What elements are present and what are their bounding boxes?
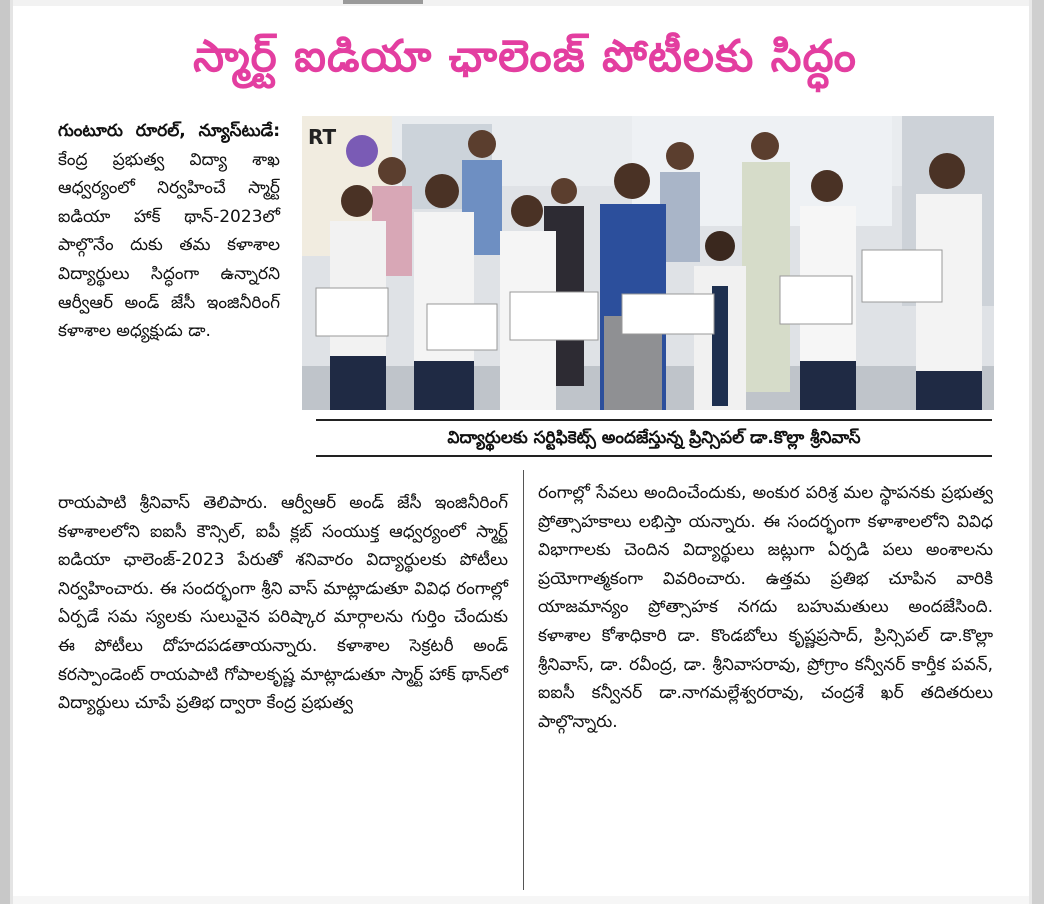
photo-caption: విద్యార్థులకు సర్టిఫికెట్స్ అందజేస్తున్న ప్రిన్సిపల్ డా.కొల్లా శ్రీనివాస్ — [447, 428, 861, 448]
photo-banner-text: RT — [308, 125, 337, 149]
caption-rule-bottom — [316, 455, 992, 457]
article-text-b: రాయపాటి శ్రీనివాస్ తెలిపారు. ఆర్వీఆర్ అండ్ జేసీ ఇంజినీరింగ్ కళాశాలలోని ఐఐసీ కౌన్సిల్, ఐపీ క్లబ్ సంయుక్త ఆధ్వర్యంలో స్మార్ట్ ఐడియా ఛాలెంజ్-2023 పేరుతో శనివారం విద్యార్థులకు పోటీలు నిర్వహించారు. ఈ సందర్భంగా శ్రీని వాస్ మాట్లాడుతూ వివిధ రంగాల్లో ఏర్పడే సమ స్యలకు సులువైన పరిష్కార మార్గాలను గుర్తిం చేందుకు ఈ పోటీలు దోహదపడతాయన్నారు. కళాశాల సెక్రటరీ అండ్ కరస్పాండెంట్ రాయపాటి గోపాలకృష్ణ మాట్లాడుతూ స్మార్ట్ హాక్ థాన్‌లో విద్యార్థులు చూపే ప్రతిభ ద్వారా కేంద్ర ప్రభుత్వ — [58, 493, 508, 714]
column-divider — [523, 470, 524, 890]
top-strip — [13, 0, 1029, 6]
page-bottom-edge — [13, 896, 1029, 904]
page-right-border-inner — [1029, 0, 1032, 904]
headline: స్మార్ట్ ఐడియా ఛాలెంజ్ పోటీలకు సిద్ధం — [193, 31, 857, 82]
article-text-a: కేంద్ర ప్రభుత్వ విద్యా శాఖ ఆధ్వర్యంలో నిర్వహించే స్మార్ట్ ఐడియా హాక్ థాన్-2023లో పాల్గొనేం దుకు తమ కళాశాల విద్యార్థులు సిద్ధంగా ఉన్నారని ఆర్వీఆర్ అండ్ జేసీ ఇంజినీరింగ్ కళాశాల అధ్యక్షుడు డా. — [58, 149, 280, 342]
article-column-b — [58, 489, 508, 718]
page-right-border — [1032, 0, 1044, 904]
photo-banner-emblem — [346, 135, 378, 167]
article-paragraph-a — [58, 117, 280, 346]
dateline: గుంటూరు రూరల్, న్యూస్‌టుడే: — [58, 121, 280, 141]
article-text-c: రంగాల్లో సేవలు అందించేందుకు, అంకుర పరిశ్ర మల స్థాపనకు ప్రభుత్వ ప్రోత్సాహకాలు లభిస్తా యన్నారు. ఈ సందర్భంగా కళాశాలలోని వివిధ విభాగాలకు చెందిన విద్యార్థులు జట్లుగా ఏర్పడి పలు అంశాలను ప్రయోగాత్మకంగా వివరించారు. ఉత్తమ ప్రతిభ చూపిన వారికి యాజమాన్యం ప్రోత్సాహక నగదు బహుమతులు అందజేసింది. కళాశాల కోశాధికారి డా. కొండబోలు కృష్ణప్రసాద్, ప్రిన్సిపల్ డా.కొల్లా శ్రీనివాస్, డా. రవీంద్ర, డా. శ్రీనివాసరావు, ప్రోగ్రాం కన్వీనర్ కార్తీక పవన్, ఐఐసీ కన్వీనర్ డా.నాగమల్లేశ్వరరావు, చంద్రశే ఖర్ తదితరులు పాల్గొన్నారు. — [538, 483, 993, 732]
page-left-border-inner — [10, 0, 13, 904]
page-left-border — [0, 0, 10, 904]
photo-illustration — [302, 116, 994, 410]
news-photo — [302, 116, 994, 410]
article-column-a — [58, 117, 280, 346]
article-column-c — [538, 479, 993, 736]
top-strip-mark — [343, 0, 423, 4]
